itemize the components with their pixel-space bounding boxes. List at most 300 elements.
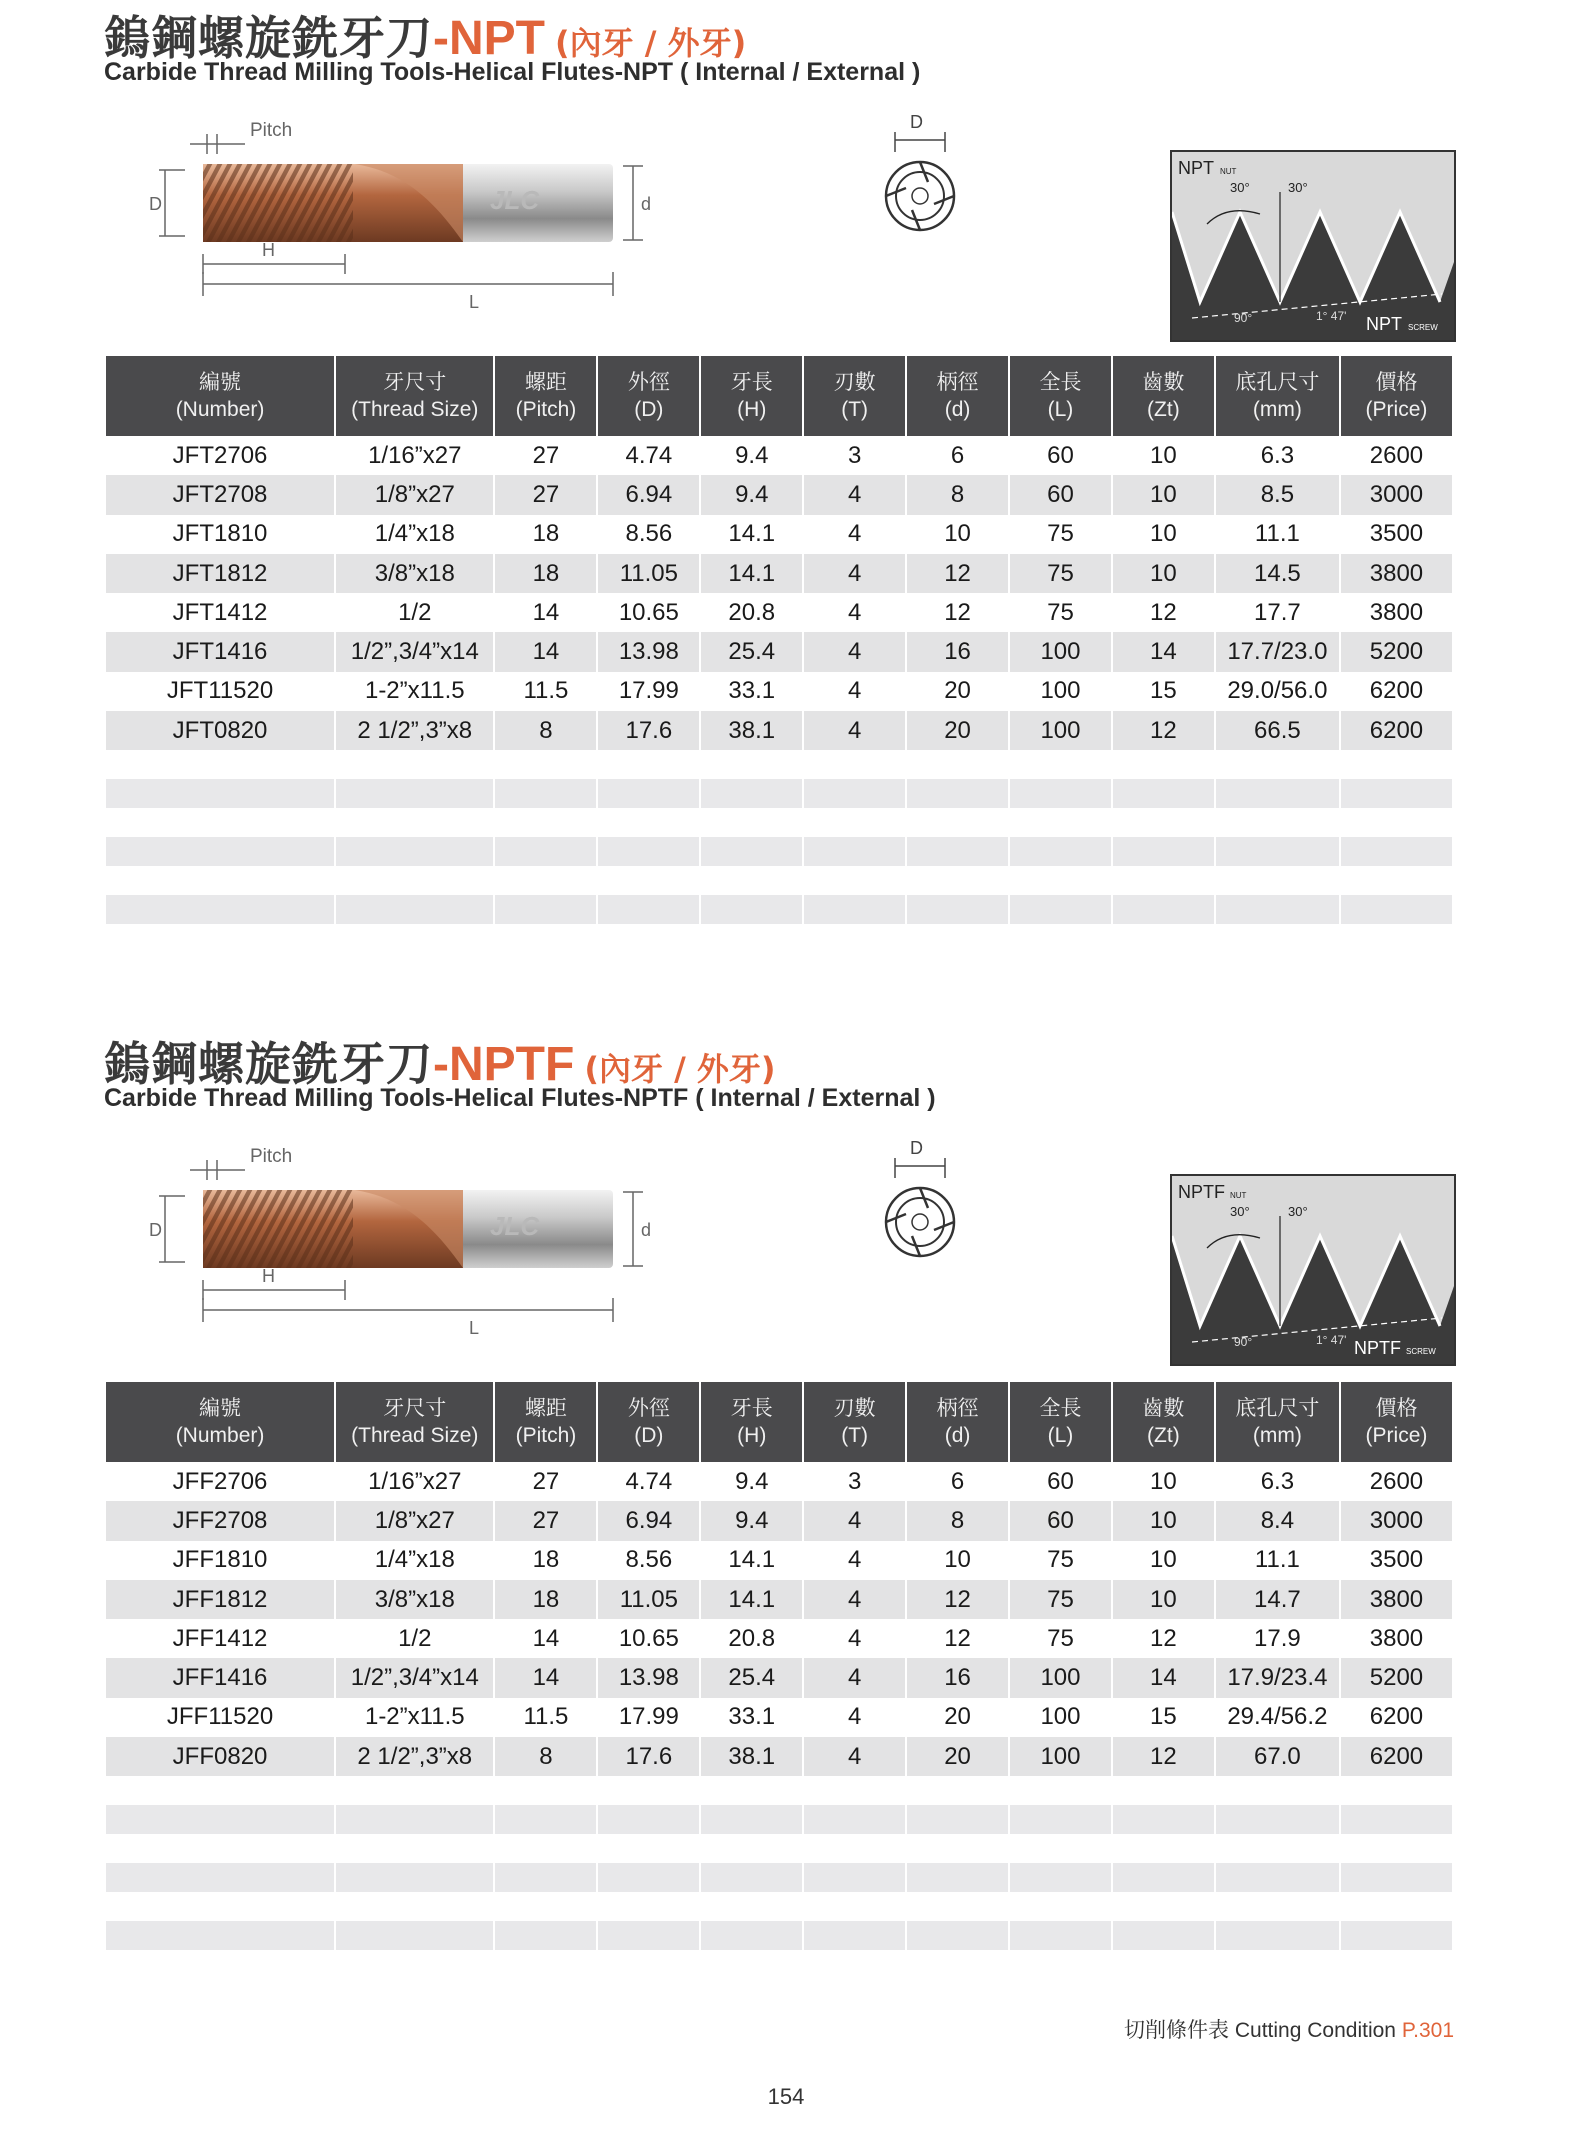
cell-thread-length: 9.4 <box>735 1467 769 1495</box>
empty-cell <box>1341 1834 1452 1863</box>
empty-cell <box>495 895 596 924</box>
cell-teeth: 4 <box>847 1703 862 1731</box>
empty-cell <box>701 1921 802 1950</box>
cell-hole-size: 17.9 <box>1254 1624 1301 1652</box>
pitch-label: Pitch <box>250 120 293 141</box>
empty-cell <box>495 808 596 837</box>
header-pitch: 螺距 (Pitch) <box>495 1382 596 1462</box>
empty-cell <box>106 1892 334 1921</box>
empty-cell <box>907 808 1008 837</box>
cell-thread-length: 25.4 <box>701 1658 802 1697</box>
header-shank-diameter: 柄徑 (d) <box>907 356 1008 436</box>
cell-pitch: 27 <box>495 475 596 514</box>
cell-tooth-count: 12 <box>1150 1624 1177 1652</box>
cell-number: JFF0820 <box>106 1737 334 1776</box>
cell-overall-length: 100 <box>1010 1737 1111 1776</box>
empty-cell <box>1216 837 1339 866</box>
title-chinese: 鎢鋼螺旋銑牙刀 <box>104 11 433 65</box>
empty-cell <box>1341 1805 1452 1834</box>
cell-tooth-count: 10 <box>1150 520 1177 548</box>
cell-teeth: 4 <box>804 711 905 750</box>
empty-cell <box>598 1834 699 1863</box>
empty-cell <box>907 895 1008 924</box>
cell-outer-diameter: 17.99 <box>618 1703 679 1731</box>
cell-pitch: 14 <box>532 598 560 626</box>
tool-end-view <box>870 112 970 242</box>
cell-overall-length: 60 <box>1047 441 1074 469</box>
cell-teeth: 3 <box>847 441 862 469</box>
cell-teeth: 4 <box>804 632 905 671</box>
empty-cell <box>701 895 802 924</box>
empty-cell <box>1113 1805 1214 1834</box>
cell-thread-length: 33.1 <box>728 1703 776 1731</box>
empty-cell <box>1216 1805 1339 1834</box>
cell-overall-length: 75 <box>1010 1580 1111 1619</box>
empty-row <box>106 1776 1452 1805</box>
cell-shank-diameter: 6 <box>950 1467 965 1495</box>
empty-cell <box>1216 1834 1339 1863</box>
angle-right-label: 30° <box>1288 180 1308 195</box>
empty-cell <box>1010 1805 1111 1834</box>
section-subtitle: Carbide Thread Milling Tools-Helical Flutes-NPTF ( Internal / External ) <box>104 1084 936 1112</box>
empty-cell <box>907 837 1008 866</box>
empty-cell <box>701 866 802 895</box>
cell-thread-size: 1/2 <box>398 598 432 626</box>
empty-cell <box>495 1834 596 1863</box>
cell-outer-diameter: 17.6 <box>598 1737 699 1776</box>
empty-cell <box>907 779 1008 808</box>
cell-tooth-count: 14 <box>1113 1658 1214 1697</box>
empty-cell <box>907 1805 1008 1834</box>
thread-screw-sub: SCREW <box>1406 1347 1436 1356</box>
table-header-row <box>106 1382 1452 1462</box>
empty-cell <box>106 750 334 779</box>
cell-price: 3800 <box>1369 598 1424 626</box>
cell-thread-size: 3/8”x18 <box>336 554 493 593</box>
cell-thread-length: 33.1 <box>728 677 776 705</box>
empty-cell <box>598 866 699 895</box>
cell-shank-diameter: 12 <box>907 554 1008 593</box>
empty-row <box>106 750 1452 779</box>
empty-cell <box>106 1776 334 1805</box>
cell-overall-length: 100 <box>1040 677 1081 705</box>
cell-price: 3800 <box>1341 554 1452 593</box>
empty-cell <box>106 1863 334 1892</box>
empty-cell <box>495 866 596 895</box>
header-number: 編號 (Number) <box>106 356 334 436</box>
empty-cell <box>1113 1776 1214 1805</box>
empty-cell <box>701 1834 802 1863</box>
empty-cell <box>495 1892 596 1921</box>
empty-cell <box>1216 1892 1339 1921</box>
cell-price: 3800 <box>1369 1624 1424 1652</box>
cell-number: JFT0820 <box>106 711 334 750</box>
empty-cell <box>106 808 334 837</box>
empty-cell <box>907 1776 1008 1805</box>
cell-price: 3000 <box>1341 1501 1452 1540</box>
cell-hole-size: 8.5 <box>1216 475 1339 514</box>
header-teeth: 刃數 (T) <box>804 1382 905 1462</box>
header-hole-size: 底孔尺寸 (mm) <box>1216 1382 1339 1462</box>
empty-cell <box>106 895 334 924</box>
cell-shank-diameter: 10 <box>944 520 971 548</box>
cell-thread-length: 14.1 <box>728 1546 776 1574</box>
cell-shank-diameter: 16 <box>907 632 1008 671</box>
table-row <box>106 1580 1452 1619</box>
cell-overall-length: 100 <box>1040 1703 1081 1731</box>
empty-cell <box>598 779 699 808</box>
empty-cell <box>804 837 905 866</box>
angle-left-label: 30° <box>1230 1204 1250 1219</box>
header-thread-length: 牙長 (H) <box>701 1382 802 1462</box>
cell-thread-size: 1/16”x27 <box>368 1467 462 1495</box>
cell-outer-diameter: 8.56 <box>625 1546 673 1574</box>
cell-tooth-count: 10 <box>1113 554 1214 593</box>
cell-teeth: 4 <box>847 1624 862 1652</box>
cell-hole-size: 11.1 <box>1254 1546 1300 1574</box>
empty-row <box>106 1863 1452 1892</box>
empty-cell <box>598 808 699 837</box>
cell-hole-size: 17.9/23.4 <box>1216 1658 1339 1697</box>
empty-cell <box>106 837 334 866</box>
thread-screw-label: NPT <box>1366 314 1402 334</box>
cell-number: JFT1412 <box>172 598 268 626</box>
cell-pitch: 8 <box>495 1737 596 1776</box>
empty-cell <box>495 1863 596 1892</box>
cell-overall-length: 60 <box>1047 1467 1074 1495</box>
tool-end-view <box>870 1138 970 1268</box>
cell-pitch: 11.5 <box>523 677 569 705</box>
cell-teeth: 4 <box>804 554 905 593</box>
table-header-row <box>106 356 1452 436</box>
empty-cell <box>804 1776 905 1805</box>
empty-cell <box>701 779 802 808</box>
cell-price: 6200 <box>1341 711 1452 750</box>
cell-thread-size: 1/4”x18 <box>374 1546 455 1574</box>
thread-profile-box <box>1170 1174 1456 1366</box>
thread-screw-sub: SCREW <box>1408 323 1438 332</box>
header-thread-length: 牙長 (H) <box>701 356 802 436</box>
empty-cell <box>336 779 493 808</box>
cell-outer-diameter: 13.98 <box>598 1658 699 1697</box>
cell-price: 6200 <box>1341 1737 1452 1776</box>
empty-cell <box>336 808 493 837</box>
table-row <box>106 1619 1452 1658</box>
cell-tooth-count: 10 <box>1150 1467 1177 1495</box>
cell-tooth-count: 14 <box>1113 632 1214 671</box>
cell-teeth: 4 <box>804 1501 905 1540</box>
empty-cell <box>701 750 802 779</box>
empty-row <box>106 1805 1452 1834</box>
empty-cell <box>1341 1863 1452 1892</box>
header-outer-diameter: 外徑 (D) <box>598 1382 699 1462</box>
empty-cell <box>1341 866 1452 895</box>
empty-cell <box>1341 750 1452 779</box>
empty-cell <box>598 1892 699 1921</box>
footer-prefix: 切削條件表 <box>1124 2018 1230 2042</box>
empty-cell <box>495 1805 596 1834</box>
cell-pitch: 8 <box>495 711 596 750</box>
cell-thread-size: 1/2”,3/4”x14 <box>336 632 493 671</box>
empty-cell <box>598 1921 699 1950</box>
header-price: 價格 (Price) <box>1341 1382 1452 1462</box>
cell-shank-diameter: 16 <box>907 1658 1008 1697</box>
empty-cell <box>1216 808 1339 837</box>
cell-hole-size: 11.1 <box>1254 520 1300 548</box>
d-outer-label: D <box>149 1220 162 1240</box>
cell-hole-size: 29.4/56.2 <box>1227 1703 1328 1731</box>
cell-outer-diameter: 11.05 <box>598 554 699 593</box>
cell-pitch: 18 <box>532 1546 560 1574</box>
cell-price: 3500 <box>1369 520 1424 548</box>
empty-cell <box>1010 866 1111 895</box>
table-row <box>106 1658 1452 1697</box>
cell-shank-diameter: 20 <box>944 1703 971 1731</box>
empty-cell <box>495 1921 596 1950</box>
cell-price: 2600 <box>1369 1467 1424 1495</box>
empty-cell <box>1216 866 1339 895</box>
header-price: 價格 (Price) <box>1341 356 1452 436</box>
header-outer-diameter: 外徑 (D) <box>598 356 699 436</box>
empty-cell <box>701 837 802 866</box>
empty-cell <box>804 750 905 779</box>
cell-shank-diameter: 6 <box>950 441 965 469</box>
cell-thread-size: 1/8”x27 <box>336 1501 493 1540</box>
empty-cell <box>1010 1776 1111 1805</box>
empty-cell <box>1010 750 1111 779</box>
d-shank-label: d <box>641 194 652 214</box>
empty-cell <box>598 750 699 779</box>
empty-cell <box>907 750 1008 779</box>
empty-cell <box>1113 1921 1214 1950</box>
cell-tooth-count: 12 <box>1113 711 1214 750</box>
empty-cell <box>1113 1863 1214 1892</box>
table-body <box>106 1462 1452 1950</box>
end-d-label: D <box>910 112 923 132</box>
angle-right-label: 30° <box>1288 1204 1308 1219</box>
thread-profile-box <box>1170 150 1456 342</box>
empty-cell <box>804 866 905 895</box>
cell-shank-diameter: 20 <box>944 677 971 705</box>
empty-row <box>106 866 1452 895</box>
cell-thread-size: 1/8”x27 <box>336 475 493 514</box>
empty-cell <box>598 1863 699 1892</box>
empty-cell <box>106 779 334 808</box>
header-overall-length: 全長 (L) <box>1010 1382 1111 1462</box>
empty-cell <box>336 1921 493 1950</box>
cell-teeth: 4 <box>804 475 905 514</box>
empty-cell <box>804 1863 905 1892</box>
cell-number: JFF1412 <box>172 1624 268 1652</box>
empty-cell <box>1341 837 1452 866</box>
empty-cell <box>907 1892 1008 1921</box>
cell-teeth: 4 <box>804 1580 905 1619</box>
cell-teeth: 3 <box>847 1467 862 1495</box>
cell-thread-size: 1/16”x27 <box>368 441 462 469</box>
cell-thread-length: 14.1 <box>728 520 776 548</box>
cell-price: 3000 <box>1341 475 1452 514</box>
cell-price: 3800 <box>1341 1580 1452 1619</box>
empty-cell <box>106 866 334 895</box>
empty-cell <box>907 866 1008 895</box>
cell-price: 3500 <box>1369 1546 1424 1574</box>
empty-cell <box>804 779 905 808</box>
empty-cell <box>1216 750 1339 779</box>
empty-cell <box>1010 1834 1111 1863</box>
cell-thread-size: 1/2 <box>398 1624 432 1652</box>
title-chinese: 鎢鋼螺旋銑牙刀 <box>104 1037 433 1091</box>
cell-thread-size: 1/2”,3/4”x14 <box>336 1658 493 1697</box>
cell-number: JFT1810 <box>172 520 268 548</box>
empty-cell <box>701 1863 802 1892</box>
table-row <box>106 1541 1452 1580</box>
cell-thread-size: 2 1/2”,3”x8 <box>336 711 493 750</box>
empty-row <box>106 808 1452 837</box>
end-d-label: D <box>910 1138 923 1158</box>
table-row <box>106 554 1452 593</box>
cutting-condition-reference[interactable] <box>1124 2014 1454 2044</box>
cell-number: JFT1812 <box>106 554 334 593</box>
empty-cell <box>336 1805 493 1834</box>
cell-pitch: 27 <box>495 1501 596 1540</box>
cell-outer-diameter: 6.94 <box>598 1501 699 1540</box>
empty-cell <box>598 895 699 924</box>
cell-number: JFT11520 <box>166 677 274 705</box>
empty-row <box>106 895 1452 924</box>
cell-pitch: 18 <box>532 520 560 548</box>
tool-side-view <box>145 1138 785 1338</box>
cell-pitch: 14 <box>495 1658 596 1697</box>
cell-thread-length: 25.4 <box>701 632 802 671</box>
empty-cell <box>598 1805 699 1834</box>
h-label: H <box>262 240 275 260</box>
cell-number: JFT2708 <box>106 475 334 514</box>
spec-table <box>104 1382 1454 1950</box>
empty-row <box>106 1921 1452 1950</box>
empty-cell <box>495 779 596 808</box>
empty-cell <box>804 808 905 837</box>
cell-shank-diameter: 12 <box>907 1580 1008 1619</box>
header-tooth-count: 齒數 (Zt) <box>1113 1382 1214 1462</box>
table-row <box>106 1501 1452 1540</box>
cell-shank-diameter: 12 <box>944 598 971 626</box>
header-pitch: 螺距 (Pitch) <box>495 356 596 436</box>
cell-hole-size: 8.4 <box>1216 1501 1339 1540</box>
cell-number: JFT1416 <box>106 632 334 671</box>
cell-price: 2600 <box>1369 441 1424 469</box>
empty-cell <box>336 1892 493 1921</box>
brand-logo: JLC <box>490 185 540 215</box>
cell-price: 5200 <box>1341 1658 1452 1697</box>
empty-cell <box>701 1776 802 1805</box>
empty-cell <box>804 1892 905 1921</box>
title-code: -NPTF <box>433 1038 575 1091</box>
cell-hole-size: 14.5 <box>1216 554 1339 593</box>
cell-tooth-count: 12 <box>1113 1737 1214 1776</box>
cell-shank-diameter: 8 <box>907 1501 1008 1540</box>
pitch-label: Pitch <box>250 1146 293 1167</box>
empty-cell <box>1341 779 1452 808</box>
table-row <box>106 1462 1452 1501</box>
empty-cell <box>1341 1776 1452 1805</box>
empty-cell <box>1216 1863 1339 1892</box>
cell-pitch: 14 <box>532 1624 560 1652</box>
empty-cell <box>1010 895 1111 924</box>
empty-cell <box>804 895 905 924</box>
cell-overall-length: 100 <box>1010 632 1111 671</box>
cell-overall-length: 75 <box>1047 1624 1074 1652</box>
cell-outer-diameter: 17.99 <box>618 677 679 705</box>
empty-cell <box>1341 808 1452 837</box>
empty-row <box>106 779 1452 808</box>
spec-table <box>104 356 1454 924</box>
empty-cell <box>1010 1892 1111 1921</box>
empty-cell <box>336 866 493 895</box>
cell-pitch: 27 <box>532 1467 560 1495</box>
cell-hole-size: 17.7/23.0 <box>1216 632 1339 671</box>
empty-cell <box>495 837 596 866</box>
empty-cell <box>804 1834 905 1863</box>
cell-thread-length: 14.1 <box>701 554 802 593</box>
header-shank-diameter: 柄徑 (d) <box>907 1382 1008 1462</box>
empty-cell <box>1113 866 1214 895</box>
empty-cell <box>1113 779 1214 808</box>
cell-overall-length: 75 <box>1010 554 1111 593</box>
cell-teeth: 4 <box>847 677 862 705</box>
cell-tooth-count: 15 <box>1150 1703 1177 1731</box>
cell-outer-diameter: 8.56 <box>625 520 673 548</box>
table-row <box>106 475 1452 514</box>
table-row <box>106 1698 1452 1737</box>
empty-cell <box>1010 779 1111 808</box>
cell-shank-diameter: 12 <box>944 1624 971 1652</box>
thread-profile-diagram <box>1172 152 1454 340</box>
empty-cell <box>495 1776 596 1805</box>
cell-tooth-count: 10 <box>1113 475 1214 514</box>
empty-cell <box>1010 1863 1111 1892</box>
table-row <box>106 436 1452 475</box>
footer-page-ref[interactable]: P.301 <box>1401 2019 1454 2042</box>
cell-price: 5200 <box>1341 632 1452 671</box>
angle-90-label: 90° <box>1234 311 1253 325</box>
empty-cell <box>495 750 596 779</box>
cell-thread-length: 14.1 <box>701 1580 802 1619</box>
page-number: 154 <box>767 2084 805 2109</box>
cell-shank-diameter: 20 <box>907 1737 1008 1776</box>
title-code: -NPT <box>433 12 545 65</box>
thread-screw-label: NPTF <box>1354 1338 1401 1358</box>
cell-number: JFT2706 <box>172 441 268 469</box>
cell-overall-length: 60 <box>1010 1501 1111 1540</box>
taper-label: 1° 47' <box>1316 1333 1347 1347</box>
empty-cell <box>336 750 493 779</box>
cell-price: 6200 <box>1369 677 1424 705</box>
cell-thread-length: 20.8 <box>728 1624 776 1652</box>
cell-thread-length: 38.1 <box>701 711 802 750</box>
section-subtitle: Carbide Thread Milling Tools-Helical Flutes-NPT ( Internal / External ) <box>104 58 921 86</box>
cell-price: 6200 <box>1369 1703 1424 1731</box>
empty-row <box>106 1834 1452 1863</box>
thread-nut-label: NPTF <box>1178 1182 1225 1202</box>
cell-thread-size: 1/4”x18 <box>374 520 455 548</box>
empty-cell <box>106 1834 334 1863</box>
h-label: H <box>262 1266 275 1286</box>
cell-number: JFF1416 <box>106 1658 334 1697</box>
angle-90-label: 90° <box>1234 1335 1253 1349</box>
cell-thread-size: 1-2”x11.5 <box>364 1703 465 1731</box>
title-internal-external: (內牙 / 外牙) <box>554 24 747 62</box>
empty-cell <box>598 1776 699 1805</box>
